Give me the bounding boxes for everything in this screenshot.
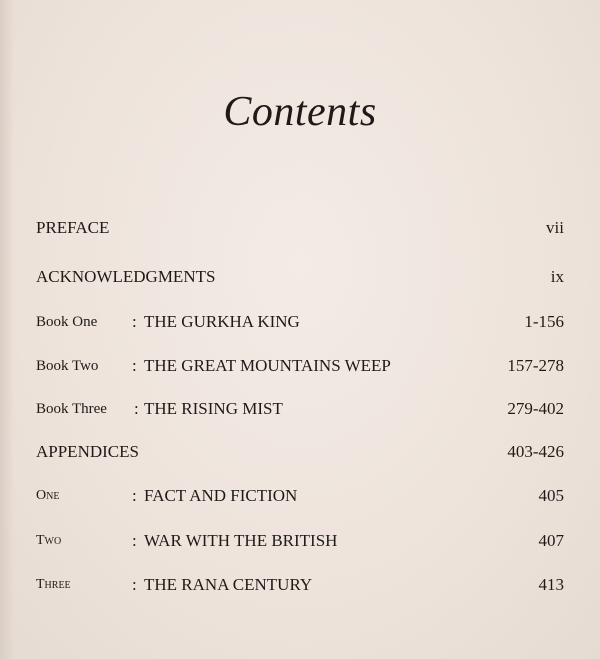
- toc-entry-label: APPENDICES: [36, 442, 139, 461]
- toc-entry-book-one: [36, 310, 564, 334]
- toc-entry-pages: 413: [538, 575, 564, 594]
- toc-entry-pages: 279-402: [507, 399, 564, 418]
- toc-entry-separator: :: [132, 575, 137, 594]
- toc-entry-appendix-two: [36, 529, 564, 553]
- toc-entry-label: Book Three: [36, 401, 107, 417]
- toc-entry-label: Three: [36, 577, 71, 592]
- toc-entry-pages: 403-426: [507, 442, 564, 461]
- toc-entry-pages: 157-278: [507, 356, 564, 375]
- toc-entry-separator: :: [134, 399, 139, 418]
- toc-entry-title: THE RISING MIST: [144, 399, 283, 418]
- toc-entry-book-three: [36, 397, 564, 421]
- toc-entry-title: THE RANA CENTURY: [144, 575, 313, 594]
- toc-entry-label: ACKNOWLEDGMENTS: [36, 267, 216, 286]
- toc-entry-pages: vii: [546, 218, 564, 237]
- toc-entry-pages: 405: [538, 486, 564, 505]
- toc-entry-label: Book One: [36, 314, 98, 330]
- toc-entry-title: THE GREAT MOUNTAINS WEEP: [144, 356, 391, 375]
- toc-entry-appendices: [36, 440, 564, 464]
- toc-entry-pages: 1-156: [524, 312, 564, 331]
- toc-entry-separator: :: [132, 486, 137, 505]
- toc-entry-pages: ix: [550, 267, 564, 286]
- toc-entry-appendix-three: [36, 573, 564, 597]
- toc-entry-title: FACT AND FICTION: [144, 486, 298, 505]
- toc-entry-separator: :: [132, 312, 137, 331]
- toc-entry-label: Two: [36, 533, 62, 548]
- toc-entry-label: Book Two: [36, 358, 99, 374]
- toc-entry-separator: :: [132, 531, 137, 550]
- toc-entry-preface: [36, 216, 564, 240]
- toc-entry-label: One: [36, 488, 60, 503]
- toc-entry-book-two: [36, 354, 564, 378]
- page-title: Contents: [223, 89, 377, 135]
- toc-entry-title: WAR WITH THE BRITISH: [144, 531, 338, 550]
- toc-entry-pages: 407: [538, 531, 564, 550]
- toc-entry-acknowledgments: [36, 265, 564, 289]
- toc-entry-appendix-one: [36, 484, 564, 508]
- toc-entry-separator: :: [132, 356, 137, 375]
- toc-entry-title: THE GURKHA KING: [144, 312, 300, 331]
- toc-entry-label: PREFACE: [36, 218, 110, 237]
